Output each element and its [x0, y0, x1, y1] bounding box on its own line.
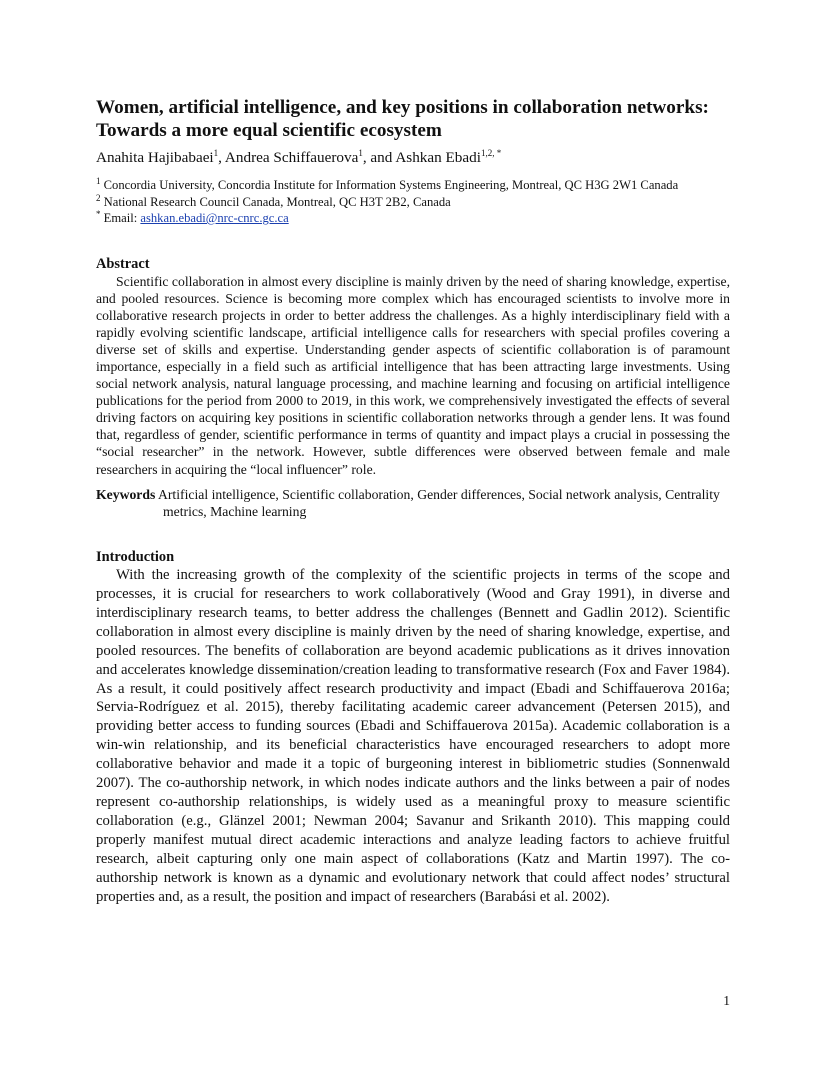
author-separator: ,	[218, 149, 225, 166]
affiliation-mark: 2	[96, 192, 101, 203]
email-label: Email:	[103, 211, 141, 225]
abstract-text: Scientific collaboration in almost every discipline is mainly driven by the need of sharing knowledge, expertise, and pooled resources. Science is becoming more complex which has encouraged scientists to involve more in collaborative research projects in order to better address the challenges. As a highly interdisciplinary field with a rapidly evolving scientific landscape, artificial intelligence calls for researchers with special profiles covering a diverse set of skills and expertise. Understanding gender aspects of scientific collaboration is of paramount importance, especially in a field such as artificial intelligence that has been attracting large investments. Using social network analysis, natural language processing, and machine learning and focusing on artificial intelligence publications for the period from 2000 to 2019, in this work, we comprehensively investigated the effects of several driving factors on acquiring key positions in scientific collaboration networks through a gender lens. It was found that, regardless of gender, scientific performance in terms of quantity and impact plays a crucial in possessing the “social researcher” in the network. However, subtle differences were observed between female and male researchers in acquiring the “local influencer” role.	[96, 273, 730, 477]
affiliation-1	[96, 177, 730, 194]
keywords-text: Artificial intelligence, Scientific collaboration, Gender differences, Social network analysis, Centrality metrics, Machine learning	[157, 486, 720, 519]
introduction-heading: Introduction	[96, 548, 175, 565]
author-list	[96, 148, 730, 167]
paper-title: Women, artificial intelligence, and key positions in collaboration networks: Towards a more equal scientific ecosystem	[96, 97, 709, 141]
affiliation-text: Concordia University, Concordia Institute for Information Systems Engineering, Montreal, QC H3G 2W1 Canada	[103, 178, 679, 192]
keywords	[96, 486, 730, 520]
author-name: Anahita Hajibabaei	[96, 149, 214, 166]
affiliation-2	[96, 194, 730, 211]
author-affiliation-mark: 1	[358, 147, 363, 158]
introduction-text: With the increasing growth of the complexity of the scientific projects in terms of the scope and processes, it is crucial for researchers to work collaboratively (Wood and Gray 1991), in diverse and interdisciplinary research teams, to better address the challenges (Bennett and Gadlin 2012). Scientific collaboration in almost every discipline is mainly driven by the need of sharing knowledge, expertise, and pooled resources. The benefits of collaboration are beyond academic publications as it drives innovation and accelerates knowledge dissemination/creation leading to transformative research (Fox and Faver 1984). As a result, it could positively affect research productivity and impact (Ebadi and Schiffauerova 2016a; Servia-Rodríguez et al. 2015), thereby facilitating academic career advancement (Petersen 2015), and providing better access to funding sources (Ebadi and Schiffauerova 2015a). Academic collaboration is a win-win relationship, and its beneficial characteristics have encouraged researchers to adopt more collaborative behavior and made it a topic of burgeoning interest in bibliometric studies (Sonnenwald 2007). The co-authorship network, in which nodes indicate authors and the links between a pair of nodes represent co-authorship relationships, is widely used as a meaningful proxy to measure scientific collaboration (e.g., Glänzel 2001; Newman 2004; Savanur and Srikanth 2010). This mapping could properly manifest mutual direct academic interactions and analyze leading factors to achieve fruitful research, albeit capturing only one main aspect of collaborations (Katz and Martin 1997). The co-authorship network is known as a dynamic and evolutionary network that could affect nodes’ structural properties and, as a result, the position and impact of researchers (Barabási et al. 2002).	[96, 566, 730, 906]
keywords-label: Keywords	[96, 486, 156, 502]
author-affiliation-mark: 1,2, *	[480, 147, 502, 158]
affiliations	[96, 177, 730, 227]
page-number: 1	[723, 993, 730, 1008]
author-separator: , and	[362, 149, 396, 166]
affiliation-text: National Research Council Canada, Montreal, QC H3T 2B2, Canada	[103, 194, 451, 209]
email-mark: *	[96, 208, 101, 219]
author-name: Ashkan Ebadi	[395, 149, 481, 166]
paper-page	[96, 96, 730, 907]
affiliation-mark: 1	[96, 175, 101, 186]
author-name: Andrea Schiffauerova	[224, 149, 359, 166]
abstract-heading: Abstract	[96, 255, 150, 272]
email-link[interactable]: ashkan.ebadi@nrc-cnrc.gc.ca	[140, 211, 289, 225]
corresponding-email	[96, 210, 730, 227]
author-affiliation-mark: 1	[213, 147, 219, 158]
